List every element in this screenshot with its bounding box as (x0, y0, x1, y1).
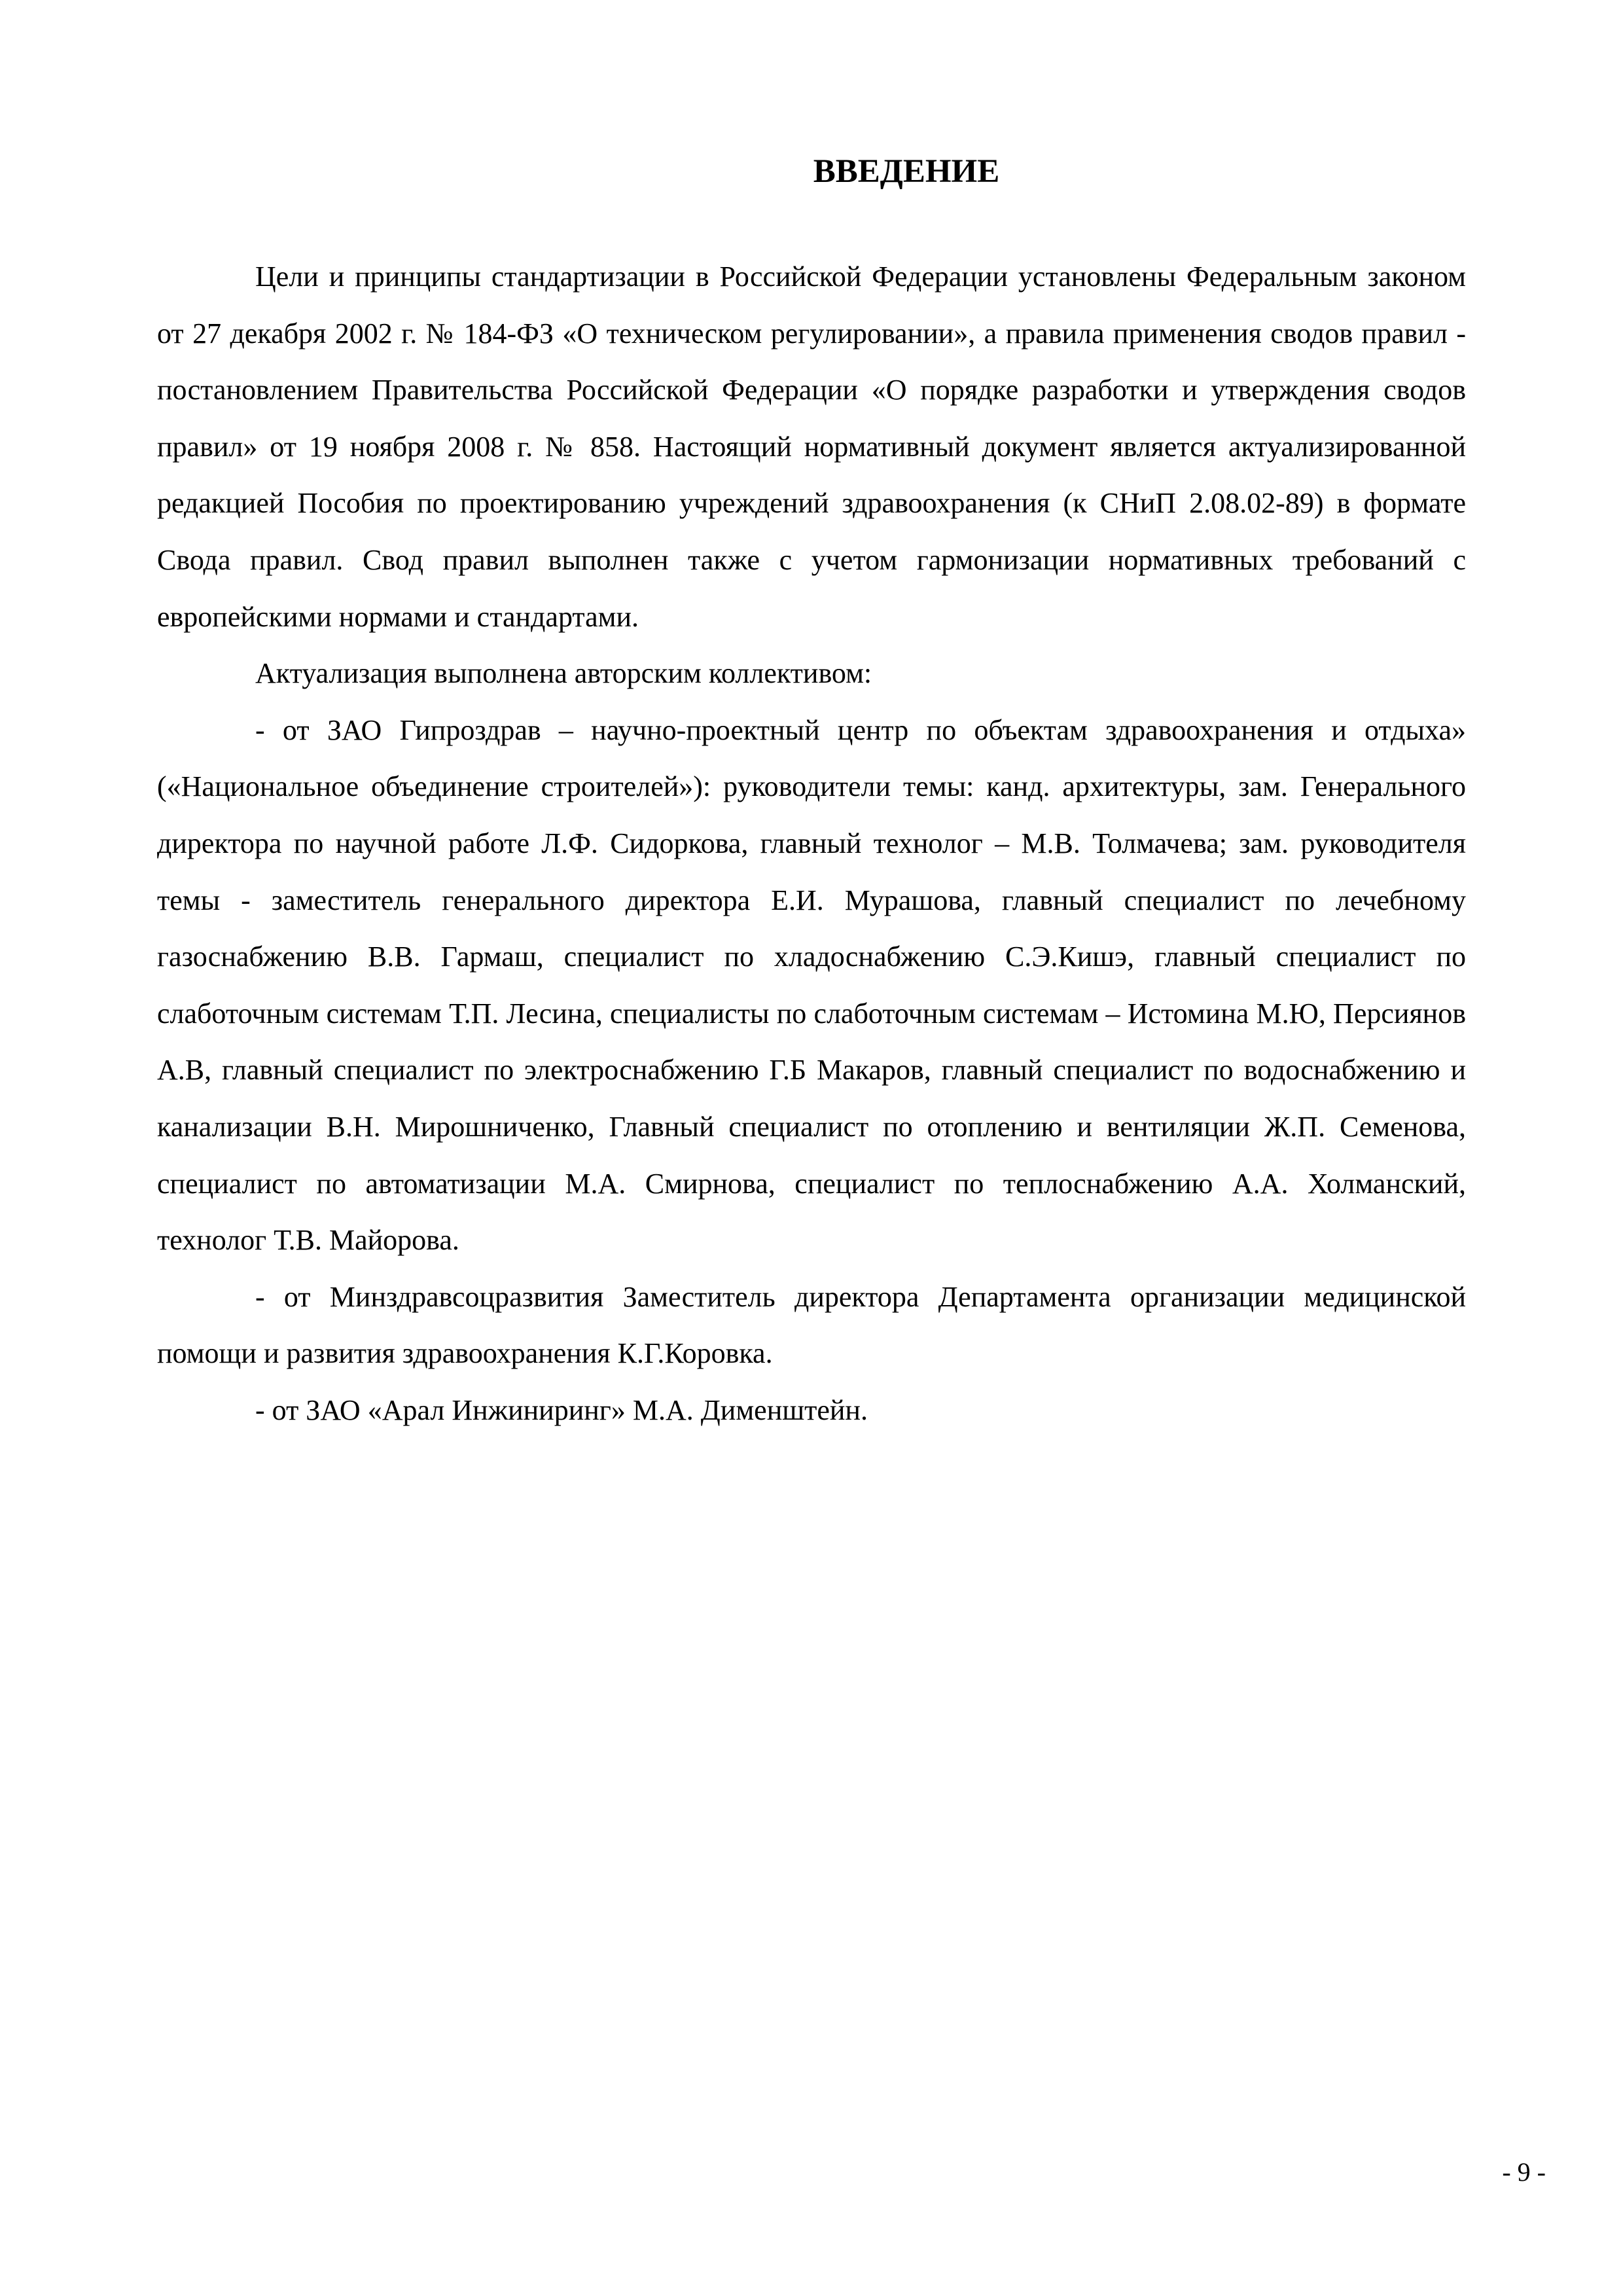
paragraph-minzdrav: - от Минздравсоцразвития Заместитель директора Департамента организации медицинской помощи и развития здравоохранения К.Г.Коровка. (157, 1280, 1466, 1370)
title-container (157, 152, 1466, 191)
paragraph-giprozdrav: - от ЗАО Гипроздрав – научно-проектный центр по объектам здравоохранения и отдыха» («Национальное объединение строителей»): руководители темы: канд. архитектуры, зам. Генерального директора по научной работе Л.Ф. Сидоркова, главный технолог – М.В. Толмачева; зам. руководителя темы - заместитель генерального директора Е.И. Мурашова, главный специалист по лечебному газоснабжению В.В. Гармаш, специалист по хладоснабжению С.Э.Кишэ, главный специалист по слаботочным системам Т.П. Лесина, специалисты по слаботочным системам – Истомина М.Ю, Персиянов А.В, главный специалист по электроснабжению Г.Б Макаров, главный специалист по водоснабжению и канализации В.Н. Мирошниченко, Главный специалист по отоплению и вентиляции Ж.П. Семенова, специалист по автоматизации М.А. Смирнова, специалист по теплоснабжению А.А. Холманский, технолог Т.В. Майорова. (157, 713, 1466, 1257)
paragraph-aral: - от ЗАО «Арал Инжиниринг» М.А. Дименштейн. (255, 1393, 868, 1426)
paragraph-intro: Цели и принципы стандартизации в Российской Федерации установлены Федеральным законом от 27 декабря 2002 г. № 184-ФЗ «О техническом регулировании», а правила применения сводов правил - постановлением Правительства Российской Федерации «О порядке разработки и утверждения сводов правил» от 19 ноября 2008 г. № 858. Настоящий нормативный документ является актуализированной редакцией Пособия по проектированию учреждений здравоохранения (к СНиП 2.08.02-89) в формате Свода правил. Свод правил выполнен также с учетом гармонизации нормативных требований с европейскими нормами и стандартами. (157, 260, 1466, 633)
paragraph-authors-heading: Актуализация выполнена авторским коллективом: (255, 657, 872, 690)
document-body (157, 249, 1466, 1439)
page-title: ВВЕДЕНИЕ (813, 153, 1000, 190)
page-number: - 9 - (1502, 2157, 1546, 2187)
